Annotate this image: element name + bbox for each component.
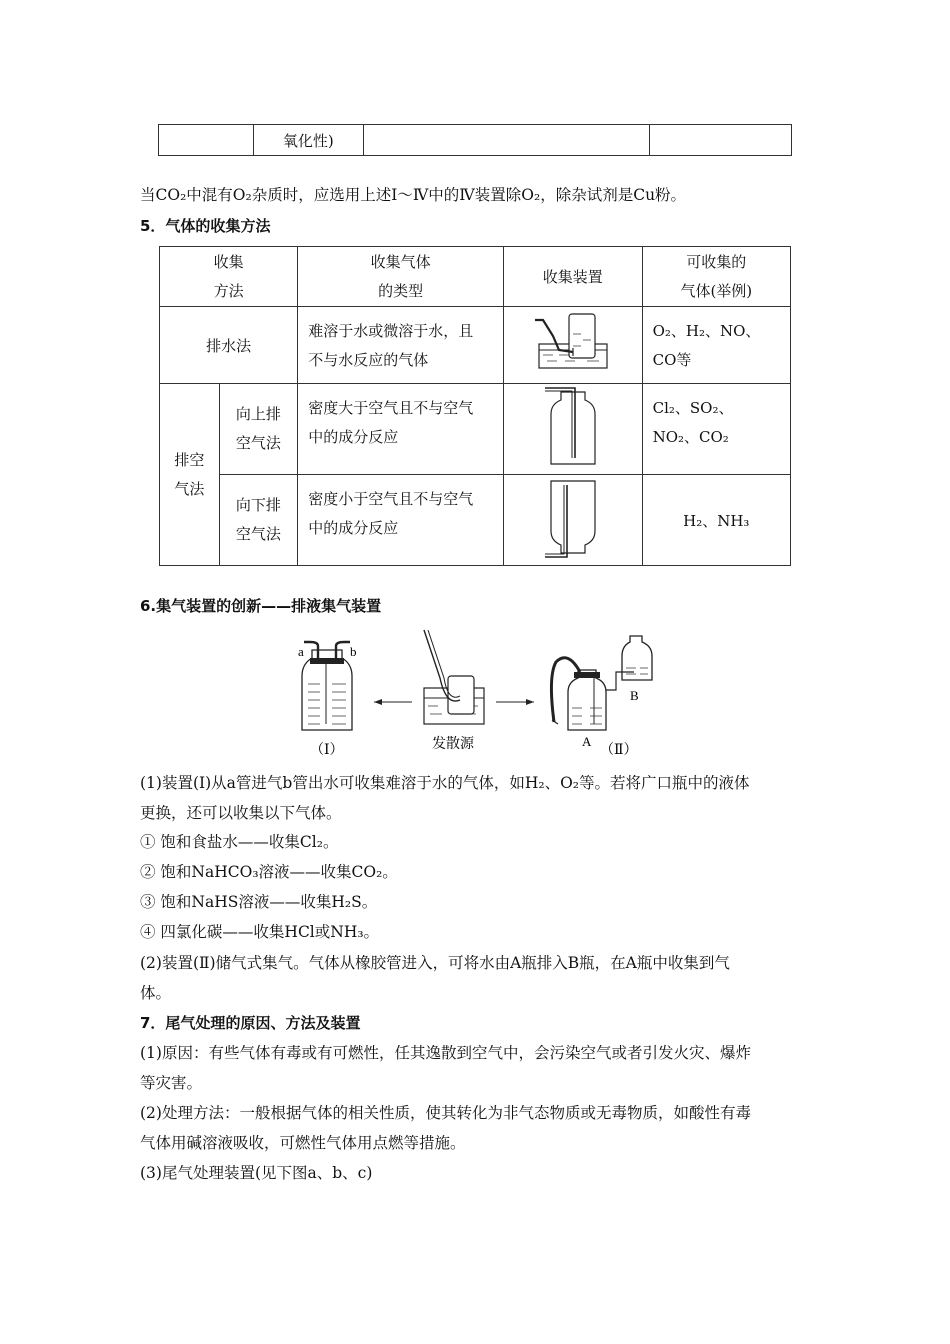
- s6-line-6: ④ 四氯化碳——收集HCl或NH₃。: [140, 923, 380, 941]
- top-table-cell-1: [159, 125, 254, 156]
- label-b: b: [350, 644, 357, 659]
- s7-line-2: 等灾害。: [140, 1074, 203, 1092]
- header-device: 收集装置: [504, 247, 643, 307]
- section-5-heading: 5．气体的收集方法: [140, 217, 271, 235]
- s6-line-7: (2)装置(Ⅱ)储气式集气。气体从橡胶管进入，可将水由A瓶排入B瓶，在A瓶中收集到气: [140, 954, 730, 972]
- section-6-heading: 6.集气装置的创新——排液集气装置: [140, 597, 382, 615]
- s6-line-5: ③ 饱和NaHS溶液——收集H₂S。: [140, 893, 378, 911]
- row-up-method: 向上排 空气法: [219, 384, 298, 475]
- row-water-gases: O₂、H₂、NO、 CO等: [642, 307, 790, 384]
- label-a: a: [298, 644, 304, 659]
- device-I-bottle-icon: [302, 642, 352, 730]
- row-down-device: [504, 475, 643, 566]
- row-water-desc: 难溶于水或微溶于水，且 不与水反应的气体: [298, 307, 504, 384]
- label-I: （Ⅰ）: [310, 743, 344, 758]
- upward-air-bottle-icon: [543, 384, 603, 470]
- collection-table: [159, 246, 791, 566]
- label-A: A: [582, 734, 592, 749]
- s6-line-4: ② 饱和NaHCO₃溶液——收集CO₂。: [140, 863, 398, 881]
- label-II: （Ⅱ）: [600, 743, 638, 758]
- label-B: B: [630, 688, 639, 703]
- top-table-cell-4: [649, 125, 791, 156]
- s6-line-3: ① 饱和食盐水——收集Cl₂。: [140, 833, 339, 851]
- header-gas-type: 收集气体 的类型: [298, 247, 504, 307]
- s7-line-3: (2)处理方法：一般根据气体的相关性质，使其转化为非气态物质或无毒物质，如酸性有毒: [140, 1104, 751, 1122]
- row-down-gases: H₂、NH₃: [642, 475, 790, 566]
- s7-line-4: 气体用碱溶液吸收，可燃性气体用点燃等措施。: [140, 1134, 466, 1152]
- row-water-device: [504, 307, 643, 384]
- row-up-desc: 密度大于空气且不与空气 中的成分反应: [298, 384, 504, 475]
- liquid-collection-figure: [290, 628, 670, 762]
- top-table-cell-3: [364, 125, 650, 156]
- section-7-heading: 7．尾气处理的原因、方法及装置: [140, 1014, 361, 1032]
- header-method: 收集 方法: [160, 247, 298, 307]
- s6-line-8: 体。: [140, 984, 172, 1002]
- row-down-method: 向下排 空气法: [219, 475, 298, 566]
- top-table-cell-2: 氧化性): [253, 125, 364, 156]
- arrow-left-icon: [374, 699, 412, 705]
- row-air-group: 排空 气法: [160, 384, 220, 566]
- downward-air-bottle-icon: [543, 475, 603, 561]
- header-examples: 可收集的 气体(举例): [642, 247, 790, 307]
- row-water-method: 排水法: [160, 307, 298, 384]
- label-center: 发散源: [432, 737, 474, 752]
- row-up-device: [504, 384, 643, 475]
- s6-line-1: (1)装置(Ⅰ)从a管进气b管出水可收集难溶于水的气体，如H₂、O₂等。若将广口瓶中的液体: [140, 774, 750, 792]
- device-II-bottles-icon: [551, 636, 652, 730]
- s7-line-1: (1)原因：有些气体有毒或有可燃性，任其逸散到空气中，会污染空气或者引发火灾、爆炸: [140, 1044, 751, 1062]
- top-table: [158, 124, 792, 156]
- source-apparatus-icon: [424, 630, 484, 724]
- arrow-right-icon: [496, 699, 534, 705]
- s7-line-5: (3)尾气处理装置(见下图a、b、c): [140, 1164, 373, 1182]
- row-down-desc: 密度小于空气且不与空气 中的成分反应: [298, 475, 504, 566]
- paragraph-co2: 当CO₂中混有O₂杂质时，应选用上述Ⅰ～Ⅳ中的Ⅳ装置除O₂，除杂试剂是Cu粉。: [140, 186, 687, 204]
- s6-line-2: 更换，还可以收集以下气体。: [140, 804, 342, 822]
- water-displacement-apparatus-icon: [533, 310, 613, 376]
- row-up-gases: Cl₂、SO₂、 NO₂、CO₂: [642, 384, 790, 475]
